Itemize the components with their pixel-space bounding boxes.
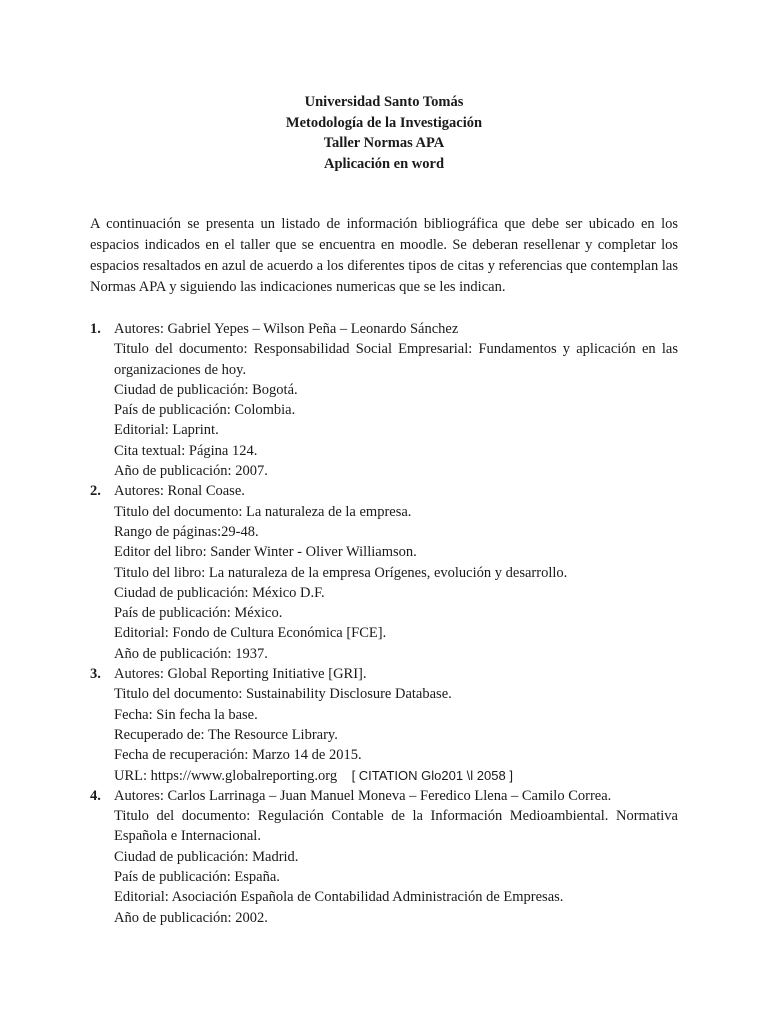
document-header bbox=[0, 92, 768, 174]
reference-line: Año de publicación: 2002. bbox=[114, 909, 268, 926]
reference-line: Titulo del documento: La naturaleza de la empresa. bbox=[114, 503, 412, 520]
reference-url-line bbox=[114, 766, 678, 786]
reference-item bbox=[90, 319, 678, 481]
application-title: Aplicación en word bbox=[323, 155, 445, 172]
reference-line: Titulo del documento: Responsabilidad Social Empresarial: Fundamentos y aplicación en las organizaciones de hoy. bbox=[114, 341, 678, 378]
reference-line: Editorial: Fondo de Cultura Económica [FCE]. bbox=[114, 625, 387, 642]
reference-line: Titulo del libro: La naturaleza de la empresa Orígenes, evolución y desarrollo. bbox=[114, 564, 568, 581]
reference-line: Ciudad de publicación: Madrid. bbox=[114, 848, 299, 865]
reference-line: Ciudad de publicación: México D.F. bbox=[114, 584, 325, 601]
reference-line: Editorial: Asociación Española de Contabilidad Administración de Empresas. bbox=[114, 889, 564, 906]
reference-line: Rango de páginas:29-48. bbox=[114, 523, 259, 540]
reference-line: País de publicación: México. bbox=[114, 605, 283, 622]
reference-number: 2. bbox=[90, 483, 101, 500]
reference-line: Editorial: Laprint. bbox=[114, 422, 219, 439]
reference-line: Recuperado de: The Resource Library. bbox=[114, 726, 338, 743]
reference-line: Editor del libro: Sander Winter - Oliver Williamson. bbox=[114, 544, 417, 561]
reference-line: Autores: Carlos Larrinaga – Juan Manuel Moneva – Feredico Llena – Camilo Correa. bbox=[114, 787, 612, 804]
workshop-title: Taller Normas APA bbox=[323, 135, 445, 151]
reference-number: 3. bbox=[90, 666, 101, 683]
reference-line: País de publicación: Colombia. bbox=[114, 402, 296, 419]
reference-url: URL: https://www.globalreporting.org bbox=[114, 767, 338, 784]
citation-field: [ CITATION Glo201 \l 2058 ] bbox=[337, 767, 513, 783]
reference-line: Fecha: Sin fecha la base. bbox=[114, 706, 258, 723]
intro-paragraph: A continuación se presenta un listado de información bibliográfica que debe ser ubicado en los espacios indicados en el taller que se encuentra en moodle. Se deberan resellenar y completar los espacios resaltados en azul de acuerdo a los diferentes tipos de citas y referencias que contemplan las Normas APA y siguiendo las indicaciones numericas que se les indican. bbox=[90, 216, 678, 295]
reference-number: 1. bbox=[90, 321, 101, 337]
reference-list bbox=[90, 319, 678, 928]
reference-number: 4. bbox=[90, 787, 101, 804]
reference-line: Cita textual: Página 124. bbox=[114, 442, 258, 459]
reference-item bbox=[90, 664, 678, 786]
reference-line: Titulo del documento: Sustainability Disclosure Database. bbox=[114, 686, 452, 703]
reference-line: Autores: Ronal Coase. bbox=[114, 483, 245, 500]
reference-line: Ciudad de publicación: Bogotá. bbox=[114, 381, 298, 398]
reference-line: Titulo del documento: Regulación Contable de la Información Medioambiental. Normativa Española e Internacional. bbox=[114, 808, 678, 845]
reference-item bbox=[90, 481, 678, 664]
reference-line: Autores: Gabriel Yepes – Wilson Peña – Leonardo Sánchez bbox=[114, 321, 459, 337]
reference-line: Año de publicación: 1937. bbox=[114, 645, 268, 662]
reference-item bbox=[90, 786, 678, 928]
reference-line: Autores: Global Reporting Initiative [GRI]. bbox=[114, 666, 367, 683]
reference-line: Fecha de recuperación: Marzo 14 de 2015. bbox=[114, 747, 362, 764]
reference-line: País de publicación: España. bbox=[114, 869, 280, 886]
university-title: Universidad Santo Tomás bbox=[304, 94, 464, 110]
reference-line: Año de publicación: 2007. bbox=[114, 463, 268, 480]
course-title: Metodología de la Investigación bbox=[285, 114, 483, 131]
